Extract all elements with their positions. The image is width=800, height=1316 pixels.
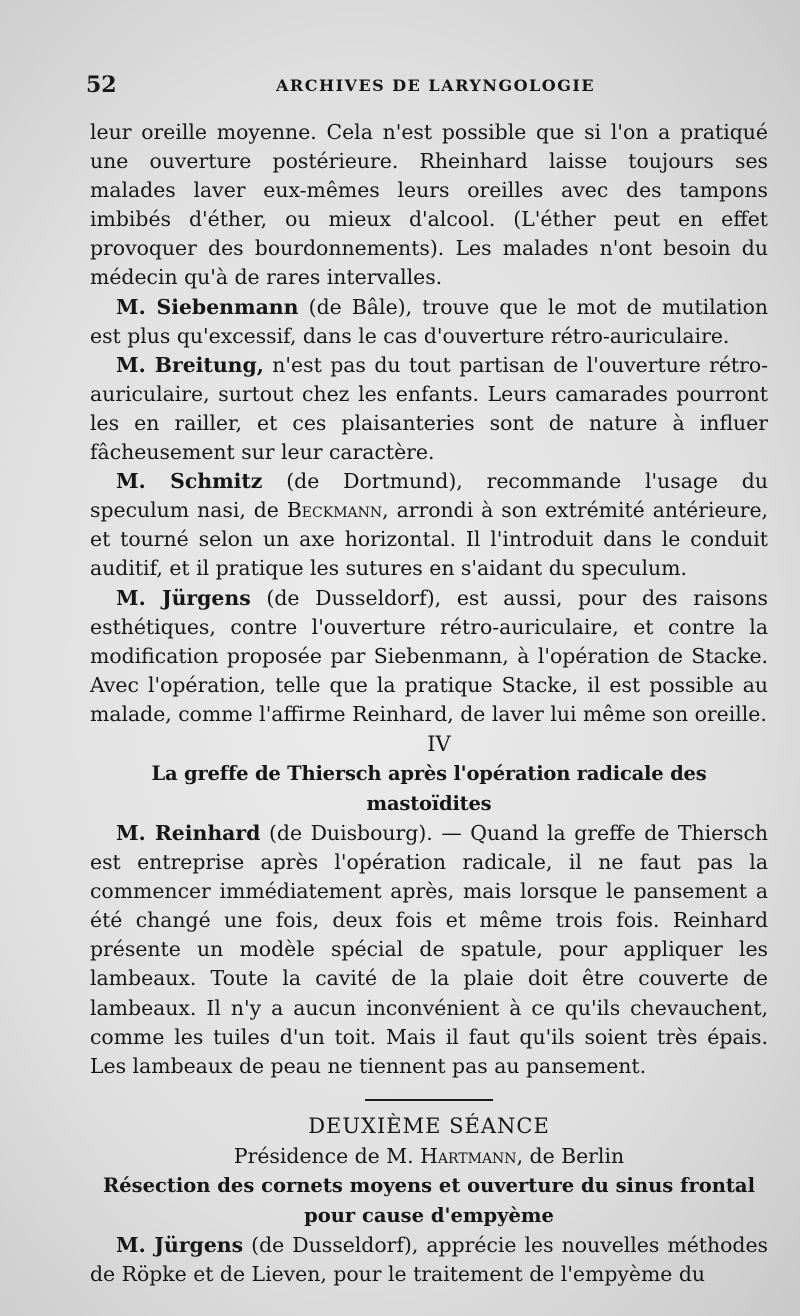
paragraph-text: (de Dortmund), recommande l'usage du speculum nasi, de [90,469,768,523]
paragraph-text: (de Bâle), trouve que le mot de mutilation est plus qu'excessif, dans le cas d'ouverture rétro-auriculaire. [90,294,768,348]
paragraph-text: n'est pas du tout partisan de l'ouverture rétro-auriculaire, surtout chez les enfants. Leurs camarades pourront les en railler, et ces plaisanteries sont de nature à influer fâcheusement sur leur caractère. [90,352,769,465]
presidence-line [90,1141,768,1171]
speaker-name: M. Jürgens [116,1232,244,1257]
speaker-name: M. Breitung, [116,352,264,377]
paragraph-text: (de Dusseldorf), est aussi, pour des raisons esthétiques, contre l'ouverture rétro-auriculaire, et contre la modification proposée par Siebenmann, à l'opération de Stacke. Avec l'opération, telle que la pratique Stacke, il est possible au malade, comme l'affirme Reinhard, de laver lui même son oreille. [90,585,768,726]
subtitle-line-2: pour cause d'empyème [304,1203,554,1227]
speaker-name: M. Jürgens [116,585,251,610]
speaker-name: M. Reinhard [116,820,261,845]
running-head: ARCHIVES DE LARYNGOLOGIE [276,76,596,95]
paragraph-siebenmann [90,293,768,351]
paragraph-schmitz [90,467,768,583]
paragraph-text: , arrondi à son extrémité antérieure, et tourné selon un axe horizontal. Il l'introduit dans le conduit auditif, et il pratique les sutures en s'aidant du speculum. [90,498,769,581]
section-title: La greffe de Thiersch après l'opération radicale des mastoïdites [151,761,707,815]
paragraph-reinhard [90,819,768,1081]
page-number: 52 [86,72,117,98]
body-text [90,118,768,1289]
speaker-name: M. Siebenmann [116,294,299,319]
section-numeral: IV [427,731,451,756]
speaker-name: M. Schmitz [116,469,263,494]
paragraph-jurgens [90,584,768,729]
section-divider [365,1099,493,1101]
cited-name: Beckmann [286,498,383,523]
subtitle-line-1: Résection des cornets moyens et ouverture du sinus frontal [103,1173,755,1197]
page-header [86,72,760,102]
presidence-text: Présidence de M. [233,1143,421,1168]
paragraph-jurgens-2 [90,1231,768,1289]
seance-title: DEUXIÈME SÉANCE [308,1113,550,1138]
presidence-text: , de Berlin [516,1143,625,1168]
paragraph-continuation: leur oreille moyenne. Cela n'est possible que si l'on a pratiqué une ouverture postérieure. Rheinhard laisse toujours ses malades laver eux-mêmes leurs oreilles avec des tampons imbibés d'éther, ou mieux d'alcool. (L'éther peut en effet provoquer des bourdonnements). Les malades n'ont besoin du médecin qu'à de rares intervalles. [90,120,768,290]
paragraph-text: (de Dusseldorf), apprécie les nouvelles méthodes de Röpke et de Lieven, pour le traitement de l'empyème du [90,1232,768,1286]
paragraph-text: (de Duisbourg). — Quand la greffe de Thiersch est entreprise après l'opération radicale, il ne faut pas la commencer immédiatement après, mais lorsque le pansement a été changé une fois, deux fois et même trois fois. Reinhard présente un modèle spécial de spatule, pour appliquer les lambeaux. Toute la cavité de la plaie doit être couverte de lambeaux. Il n'y a aucun inconvénient à ce qu'ils chevauchent, comme les tuiles d'un toit. Mais il faut qu'ils soient très épais. Les lambeaux de peau ne tiennent pas au pansement. [90,820,769,1078]
paragraph-breitung [90,351,768,467]
president-name: Hartmann [420,1143,517,1168]
